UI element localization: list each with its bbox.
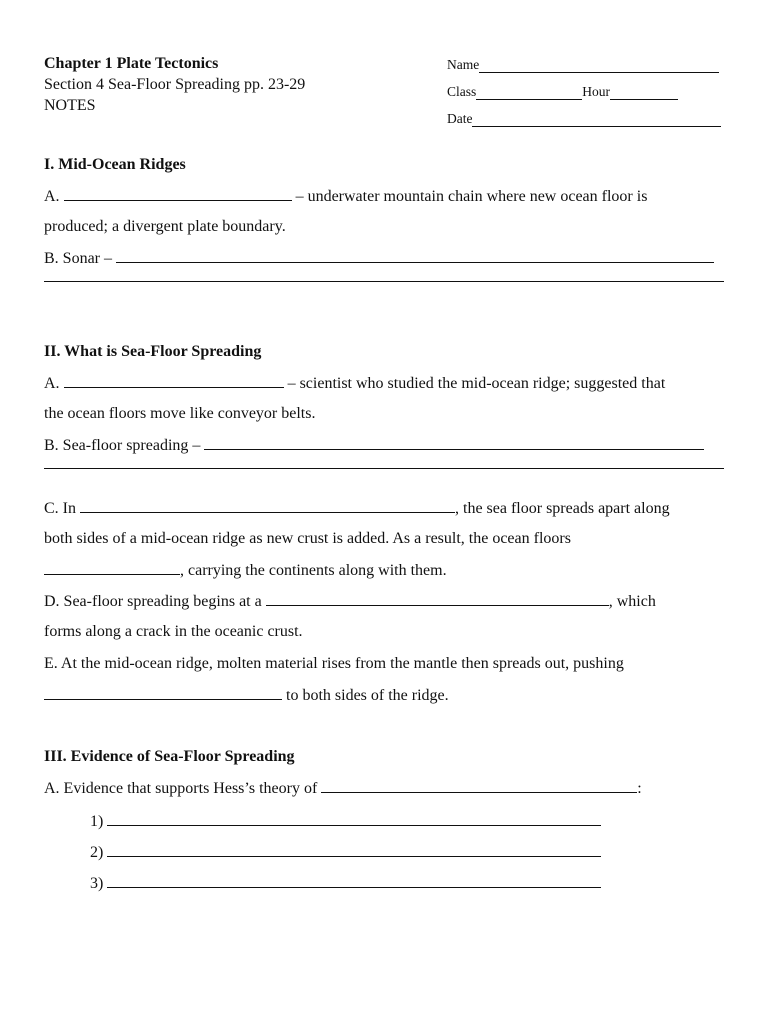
item-c-text: , the sea floor spreads apart along [455,500,670,517]
answer-blank[interactable] [116,248,714,263]
evidence-number: 1) [90,813,104,830]
answer-blank[interactable] [64,373,284,388]
section-2-heading: II. What is Sea-Floor Spreading [44,343,262,360]
answer-blank[interactable] [107,811,601,826]
notes-label: NOTES [44,97,96,114]
item-a-prefix: A. Evidence that supports Hess’s theory of [44,780,318,797]
class-field[interactable] [476,84,582,100]
section-2-item-a-cont: the ocean floors move like conveyor belts. [44,405,316,422]
date-field[interactable] [472,111,721,127]
answer-blank[interactable] [44,685,282,700]
item-a-text: – scientist who studied the mid-ocean ridge; suggested that [287,375,666,392]
answer-line[interactable] [44,281,724,282]
answer-blank[interactable] [204,435,704,450]
item-e-cont-text: to both sides of the ridge. [286,687,449,704]
item-c-cont2-text: , carrying the continents along with them. [180,562,447,579]
evidence-item-1 [90,811,601,832]
evidence-item-3 [90,873,601,894]
evidence-number: 2) [90,844,104,861]
name-row [447,46,721,73]
section-1-item-a-cont: produced; a divergent plate boundary. [44,218,286,235]
answer-blank[interactable] [64,186,292,201]
item-b-prefix: B. Sonar – [44,250,112,267]
item-b-prefix: B. Sea-floor spreading – [44,437,201,454]
name-label: Name [447,57,480,72]
chapter-title: Chapter 1 Plate Tectonics [44,55,219,72]
date-row [447,100,721,127]
evidence-item-2 [90,842,601,863]
section-1-heading: I. Mid-Ocean Ridges [44,156,186,173]
answer-line[interactable] [44,468,724,469]
answer-blank[interactable] [44,560,180,575]
item-a-prefix: A. [44,375,60,392]
section-2-item-e-cont [44,685,449,706]
section-1-item-a [44,186,647,207]
class-label: Class [447,84,477,99]
section-title: Section 4 Sea-Floor Spreading pp. 23-29 [44,76,306,93]
section-3-item-a [44,778,642,799]
answer-blank[interactable] [321,778,637,793]
item-d-prefix: D. Sea-floor spreading begins at a [44,593,262,610]
section-2-item-d-cont: forms along a crack in the oceanic crust. [44,623,303,640]
item-a-prefix: A. [44,188,60,205]
hour-field[interactable] [610,84,678,100]
item-a-suffix: : [637,780,642,797]
section-2-item-d [44,591,656,612]
date-label: Date [447,111,473,126]
section-2-item-c [44,498,670,519]
answer-blank[interactable] [107,873,601,888]
section-2-item-c-cont: both sides of a mid-ocean ridge as new crust is added. As a result, the ocean floors [44,530,571,547]
section-2-item-b [44,435,704,456]
section-1-item-b [44,248,714,269]
answer-blank[interactable] [107,842,601,857]
hour-label: Hour [582,84,611,99]
evidence-number: 3) [90,875,104,892]
item-a-text: – underwater mountain chain where new ocean floor is [295,188,648,205]
item-d-text: , which [608,593,656,610]
item-c-prefix: C. In [44,500,76,517]
name-field[interactable] [479,57,719,73]
header-titles [44,53,305,116]
answer-blank[interactable] [266,591,609,606]
section-2-item-e: E. At the mid-ocean ridge, molten material rises from the mantle then spreads out, pushing [44,655,624,672]
class-row [447,73,721,100]
answer-blank[interactable] [80,498,455,513]
section-2-item-c-cont2 [44,560,447,581]
section-3-heading: III. Evidence of Sea-Floor Spreading [44,748,295,765]
student-info-block [447,46,721,127]
section-2-item-a [44,373,665,394]
